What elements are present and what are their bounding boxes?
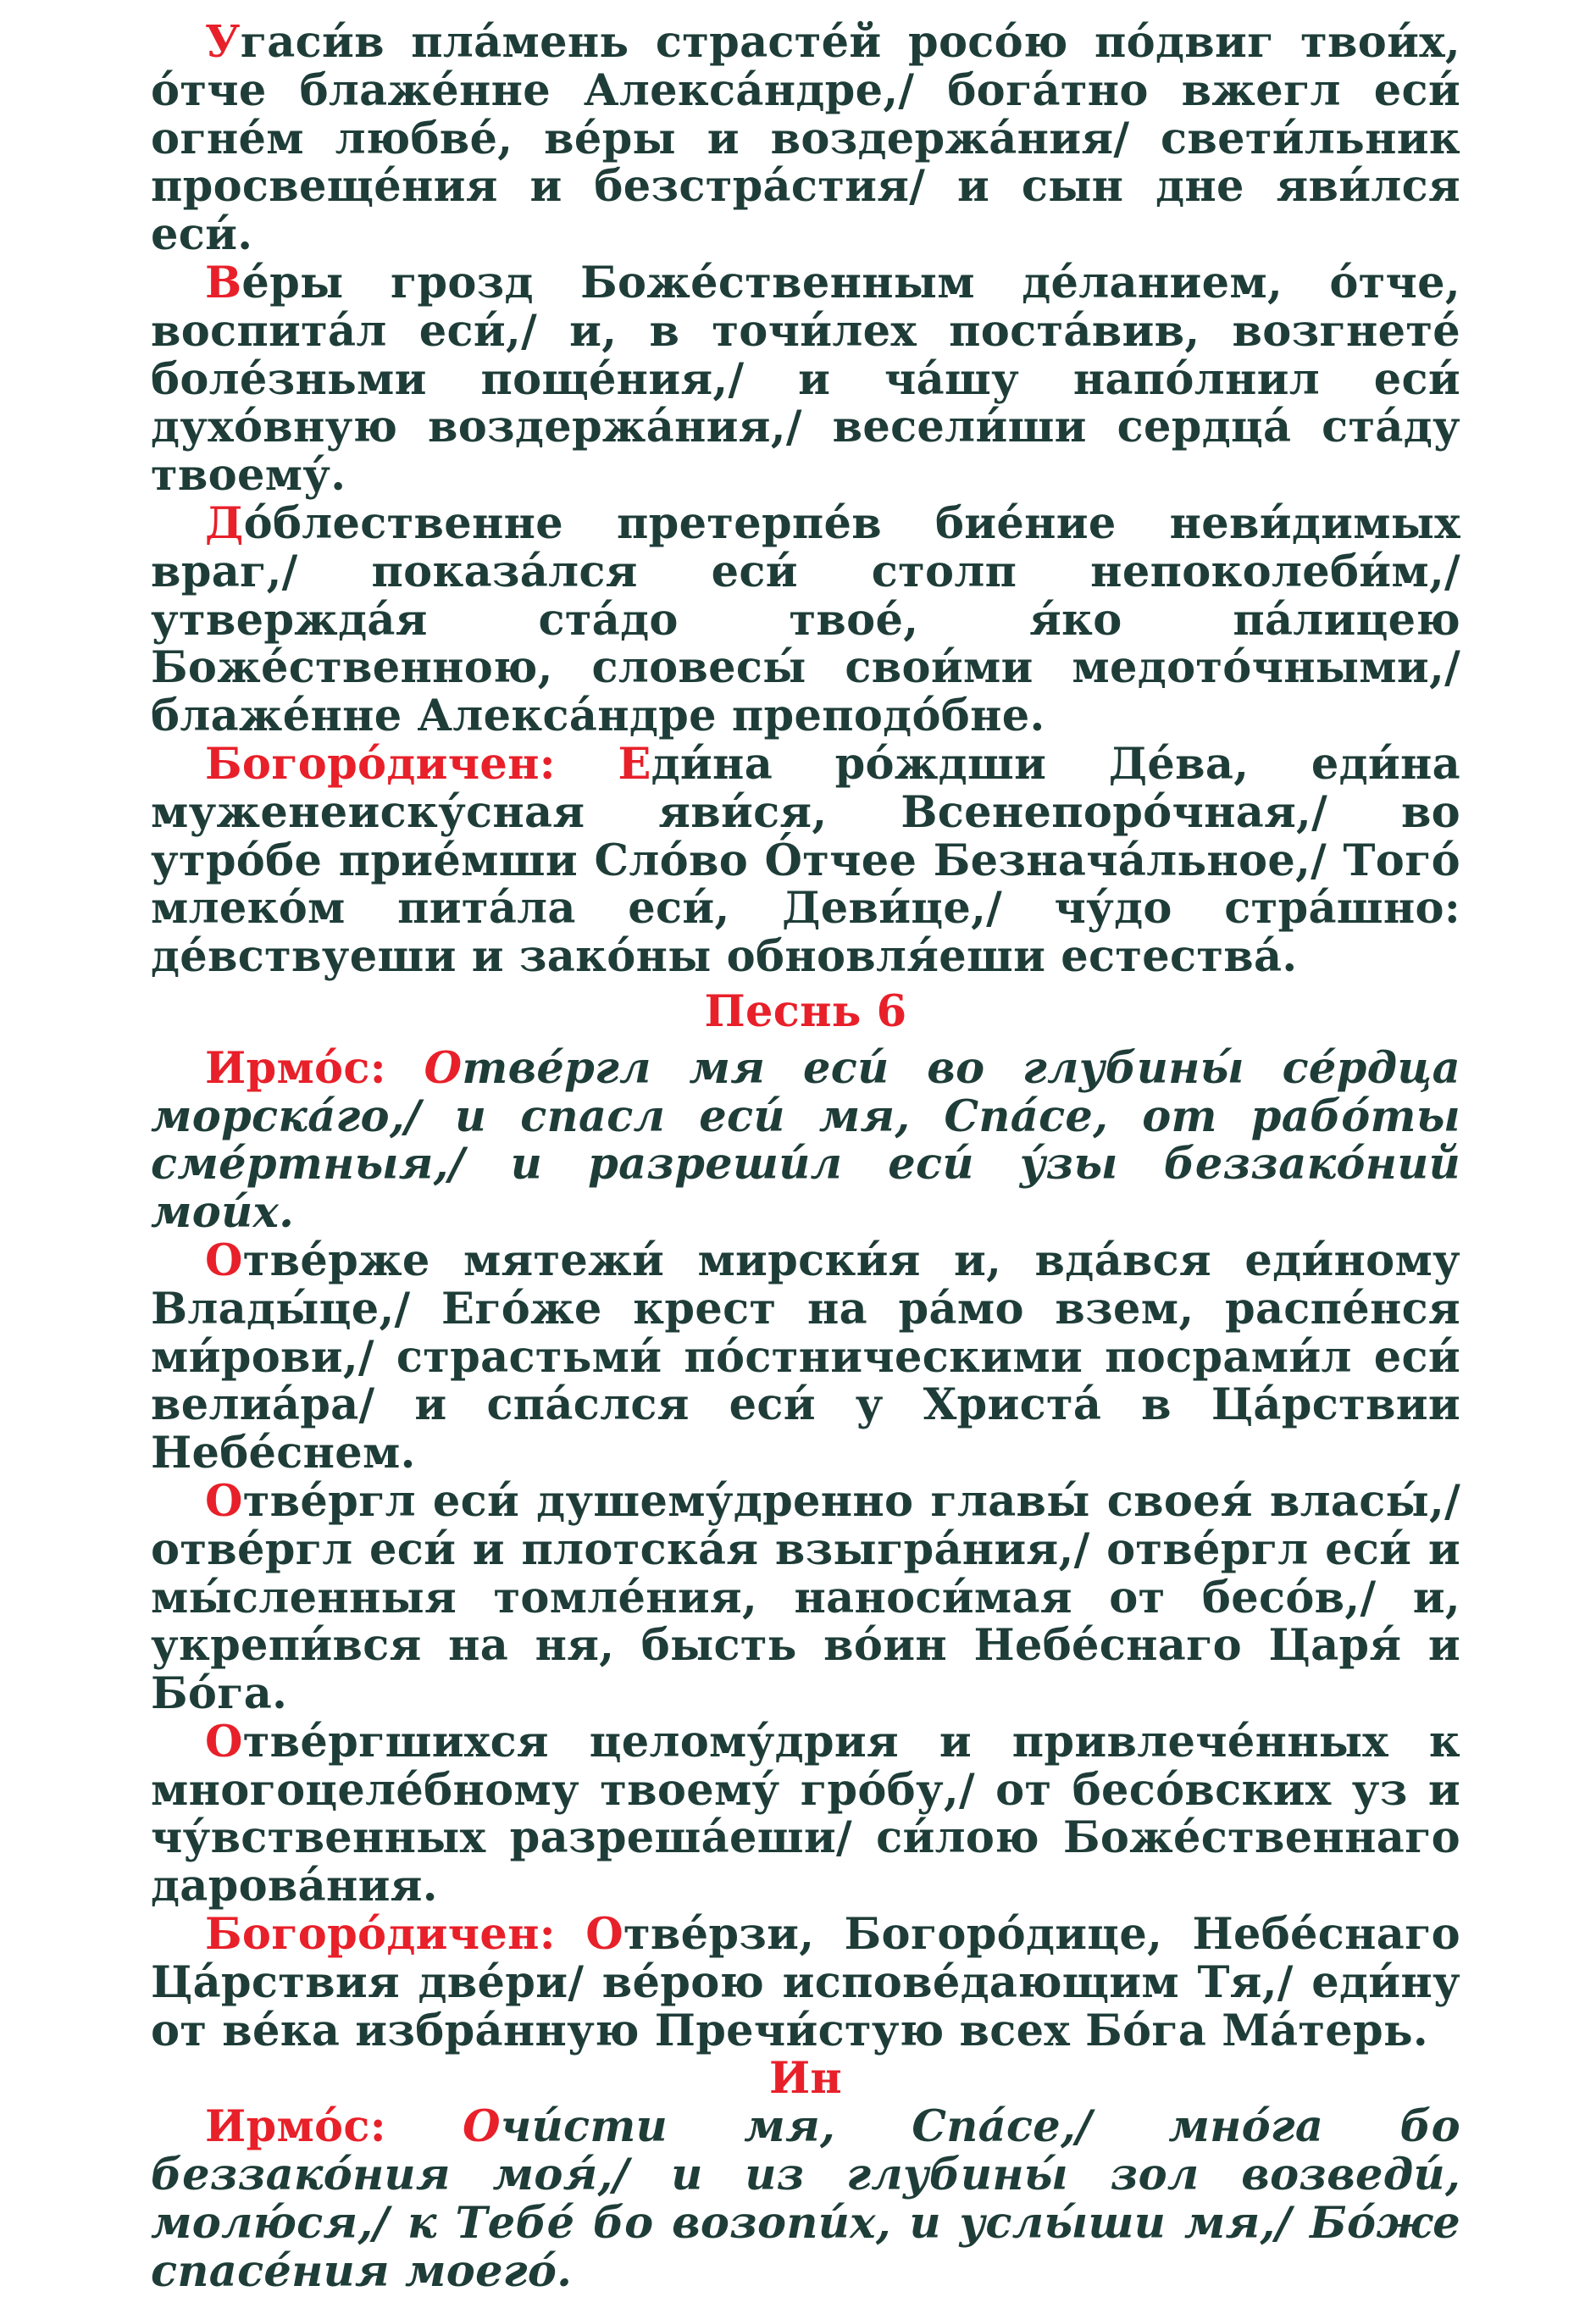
troparion-text: о́блественне претерпе́в бие́ние неви́димых враг,/ показа́лся еси́ столп непоколеби́м,/ утвержда́я ста́до твое́, я́ко па́лицею Боже́ственною, словесы́ свои́ми медото́чными,/ блаже́нне Алекса́ндре преподо́бне. [151, 497, 1460, 742]
red-initial: У [205, 17, 241, 68]
red-initial: О [205, 1234, 243, 1286]
theotokion-2 [151, 1911, 1460, 2055]
theotokion-label: Богоро́дичен: [205, 738, 618, 790]
document-page [151, 19, 1460, 2295]
red-initial: О [205, 1716, 243, 1767]
irmos-2 [151, 2103, 1460, 2295]
irmos-label: Ирмо́с: [205, 2101, 463, 2153]
theotokion-label: Богоро́дичен: [205, 1909, 586, 1961]
troparion-4 [151, 1234, 1460, 1479]
troparion-text: тве́ргшихся целому́дрия и привлече́нных к многоцеле́бному твоему́ гро́бу,/ от бесо́вских уз и чу́вственных разреша́еши/ си́лою Боже́ственнаго дарова́ния. [151, 1716, 1460, 1912]
song-heading: Песнь 6 [704, 985, 907, 1037]
irmos-label: Ирмо́с: [205, 1042, 424, 1094]
troparion-2 [151, 259, 1460, 500]
troparion-text: тве́рже мятежи́ мирски́я и, вда́вся еди́ному Влады́це,/ Его́же крест на ра́мо взем, распе́нся ми́рови,/ страстьми́ по́стническими посрами́л еси́ велиа́ра/ и спа́слся еси́ у Христа́ в Ца́рствии Небе́снем. [151, 1234, 1460, 1479]
red-initial: О [463, 2101, 501, 2153]
irmos-text: тве́ргл мя еси́ во глубины́ се́рдца морска́го,/ и спасл еси́ мя, Спа́се, от рабо́ты сме́ртныя,/ и разреши́л еси́ у́зы беззако́ний мои́х. [151, 1042, 1460, 1239]
troparion-text: тве́ргл еси́ душему́дренно главы́ своея́ власы́,/ отве́ргл еси́ и плотска́я взыгра́ния,/ отве́ргл еси́ и мы́сленныя томле́ния, наноси́мая от бесо́в,/ и, укрепи́вся на ня, бысть во́ин Небе́снаго Царя́ и Бо́га. [151, 1475, 1460, 1720]
troparion-text: гаси́в пла́мень страсте́й росо́ю по́двиг твои́х, о́тче блаже́нне Алекса́ндре,/ бога́тно вжегл еси́ огне́м любве́, ве́ры и воздержа́ния/ свети́льник просвеще́ния и безстра́стия/ и сын дне яви́лся еси́. [151, 17, 1460, 261]
red-initial: О [205, 1475, 243, 1527]
red-initial: О [585, 1909, 623, 1961]
troparion-1 [151, 19, 1460, 259]
theotokion-text: ди́на ро́ждши Де́ва, еди́на муженеиску́сная яви́ся, Всенепоро́чная,/ во утро́бе прие́мши Сло́во О́тчее Безнача́льное,/ Того́ млеко́м пита́ла еси́, Деви́це,/ чу́до стра́шно: де́вствуеши и зако́ны обновля́еши естества́. [151, 738, 1460, 983]
red-initial: Е [618, 738, 651, 790]
irmos-1 [151, 1042, 1460, 1239]
theotokion-1 [151, 738, 1460, 983]
red-initial: О [424, 1042, 463, 1094]
alternate-heading: Ин [768, 2053, 843, 2105]
red-initial: В [205, 257, 242, 308]
troparion-text: е́ры грозд Боже́ственным де́ланием, о́тче, воспита́л еси́,/ и, в точи́лех поста́вив, возгнете́ боле́зньми поще́ния,/ и ча́шу напо́лнил еси́ духо́вную воздержа́ния,/ весели́ши сердца́ ста́ду твоему́. [151, 257, 1460, 502]
red-initial: Д [205, 497, 244, 549]
troparion-3 [151, 497, 1460, 742]
troparion-5 [151, 1475, 1460, 1720]
theotokion-text: тве́рзи, Богоро́дице, Небе́снаго Ца́рствия две́ри/ ве́рою испове́дающим Тя,/ еди́ну от ве́ка избра́нную Пречи́стую всех Бо́га Ма́терь. [151, 1909, 1460, 2056]
irmos-text: чи́сти мя, Спа́се,/ мно́га бо беззако́ния моя́,/ и из глубины́ зол возведи́, молю́ся,/ к Тебе́ бо возопи́х, и услы́ши мя,/ Бо́же спасе́ния моего́. [151, 2101, 1460, 2297]
troparion-6 [151, 1718, 1460, 1911]
